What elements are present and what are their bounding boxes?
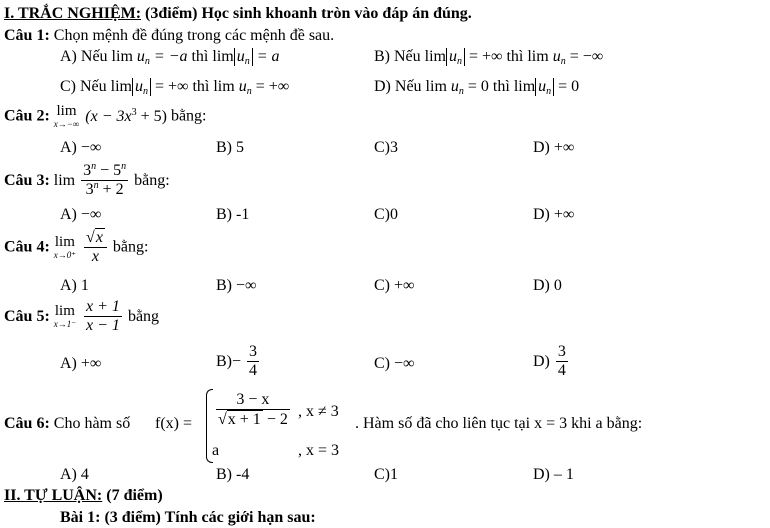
question-1-prompt: Chọn mệnh đề đúng trong các mệnh đề sau.	[53, 27, 335, 44]
then-word: thì	[191, 48, 209, 65]
u-var: u	[538, 78, 547, 95]
expr-post: + 5)	[136, 107, 167, 125]
case-2-value: a	[212, 442, 220, 459]
denominator	[216, 410, 290, 429]
section-1-title: I. TRẮC NGHIỆM:	[4, 5, 142, 22]
den-rest: + 2	[98, 181, 124, 199]
n-sub: n	[560, 56, 566, 67]
condition: = 0	[467, 78, 489, 95]
exp-n: n	[93, 180, 99, 192]
num-base-a: 3	[83, 162, 92, 179]
exponent: 3	[131, 106, 137, 118]
q2-option-d[interactable]: D) +∞	[533, 139, 575, 156]
question-6-label: Câu 6:	[4, 415, 50, 432]
exp-n: n	[121, 161, 127, 172]
condition: = +∞	[155, 78, 189, 95]
question-4	[4, 228, 148, 267]
limit-operator	[54, 235, 76, 260]
q2-option-c[interactable]: C)3	[374, 139, 398, 156]
n-sub: n	[244, 56, 250, 67]
n-sub: n	[457, 56, 462, 67]
piecewise-fraction	[216, 391, 290, 430]
condition: = +∞	[469, 48, 503, 65]
q1-option-c[interactable]	[60, 78, 289, 96]
fraction	[84, 228, 107, 267]
question-tail: bằng:	[112, 238, 149, 256]
question-2	[4, 104, 207, 129]
numerator: 3	[556, 343, 568, 362]
lim-word: lim	[54, 233, 75, 250]
radicand: x	[95, 229, 103, 246]
expr-pre: (x − 3x	[85, 107, 132, 125]
case-2-condition: , x = 3	[298, 442, 340, 459]
function-name: f(x) =	[155, 415, 193, 432]
q4-option-c[interactable]: C) +∞	[374, 277, 415, 294]
fraction	[81, 162, 128, 200]
result: = −∞	[569, 48, 604, 65]
option-label: D)	[533, 352, 550, 370]
lim-word: lim	[213, 78, 235, 95]
q1-option-d[interactable]	[374, 78, 579, 96]
den-var: x	[91, 248, 100, 266]
q4-option-a[interactable]: A) 1	[60, 277, 89, 294]
q5-option-a[interactable]: A) +∞	[60, 355, 102, 372]
n-sub: n	[246, 86, 252, 97]
radicand: x + 1	[227, 411, 261, 429]
lim-word: lim	[54, 303, 75, 320]
num-base-b: − 5	[96, 162, 122, 179]
fraction	[216, 391, 290, 430]
lim-word: lim	[424, 48, 446, 65]
minus-sign: −	[232, 352, 242, 370]
question-6-label-line	[4, 416, 130, 432]
option-label: A) Nếu	[60, 48, 108, 65]
fraction	[84, 298, 122, 336]
numerator	[81, 162, 128, 181]
lim-word: lim	[110, 78, 132, 95]
question-5-label: Câu 5:	[4, 307, 50, 325]
n-sub: n	[144, 56, 150, 67]
exercise-1-heading: Bài 1: (3 điểm) Tính các giới hạn sau:	[60, 509, 316, 526]
u-var: u	[136, 48, 145, 65]
q3-option-c[interactable]: C)0	[374, 206, 398, 223]
numerator: 3	[247, 343, 259, 362]
then-word: thì	[492, 78, 510, 95]
lim-word: lim	[56, 103, 77, 119]
q4-option-b[interactable]: B) −∞	[216, 277, 257, 294]
numerator	[84, 228, 107, 248]
denominator: 4	[557, 362, 566, 380]
q1-option-a[interactable]	[60, 48, 280, 66]
denominator: 4	[249, 362, 258, 380]
lim-word: lim	[111, 48, 133, 65]
option-label: B)	[216, 352, 232, 370]
question-3	[4, 162, 170, 200]
q1-option-b[interactable]	[374, 48, 603, 66]
fraction	[556, 343, 568, 381]
question-4-label: Câu 4:	[4, 238, 50, 256]
sqrt-icon: √	[218, 411, 227, 429]
q4-option-d[interactable]: D) 0	[533, 277, 562, 294]
denominator	[81, 181, 128, 199]
question-tail: bằng:	[170, 107, 207, 125]
q6-option-c[interactable]: C)1	[374, 466, 398, 483]
question-3-label: Câu 3:	[4, 171, 50, 189]
limit-operator	[54, 304, 76, 329]
q6-option-b[interactable]: B) -4	[216, 466, 250, 483]
then-word: thì	[192, 78, 210, 95]
q3-option-a[interactable]: A) −∞	[60, 206, 102, 223]
question-tail: bằng	[127, 307, 160, 325]
limit-subscript: x→1⁻	[53, 319, 77, 330]
n-sub: n	[546, 86, 552, 97]
numerator: 3 − x	[216, 391, 290, 410]
section-2-note: (7 điểm)	[106, 487, 163, 504]
lim-word: lim	[425, 78, 447, 95]
lim-word: lim	[212, 48, 234, 65]
limit-subscript: x→0⁺	[53, 249, 77, 260]
minus-two: − 2	[262, 411, 288, 429]
numerator: x + 1	[84, 298, 122, 317]
question-6-tail: . Hàm số đã cho liên tục tại x = 3 khi a bằng:	[355, 415, 643, 432]
u-var: u	[238, 78, 247, 95]
n-sub: n	[458, 86, 464, 97]
n-sub: n	[143, 86, 148, 97]
fraction	[247, 343, 259, 381]
q5-option-b[interactable]	[216, 343, 261, 381]
option-label: C) Nếu	[60, 78, 107, 95]
result: = 0	[558, 78, 580, 95]
sqrt-icon: √	[86, 229, 95, 246]
q6-option-d[interactable]: D) – 1	[533, 466, 574, 483]
question-tail: bằng:	[134, 171, 170, 189]
result: = a	[256, 48, 280, 65]
section-1-note: (3điểm) Học sinh khoanh tròn vào đáp án đúng.	[145, 5, 472, 22]
question-2-label: Câu 2:	[4, 107, 50, 125]
case-1-condition: , x ≠ 3	[298, 403, 339, 420]
option-label: B) Nếu	[374, 48, 421, 65]
q3-option-d[interactable]: D) +∞	[533, 206, 575, 223]
u-var: u	[552, 48, 561, 65]
u-var: u	[449, 48, 457, 65]
lim-word: lim	[513, 78, 536, 95]
question-5	[4, 298, 159, 336]
result: = +∞	[255, 78, 290, 95]
q3-option-b[interactable]: B) -1	[216, 206, 250, 223]
u-var: u	[135, 78, 143, 95]
question-1	[4, 28, 334, 44]
question-1-label: Câu 1:	[4, 27, 50, 44]
den-base: 3	[85, 181, 94, 199]
section-2-header	[4, 488, 163, 504]
section-2-title: II. TỰ LUẬN:	[4, 487, 103, 504]
section-1-header	[4, 6, 472, 22]
limit-operator	[54, 104, 79, 129]
then-word: thì	[506, 48, 524, 65]
denominator	[84, 248, 107, 266]
lim-word: lim	[527, 48, 549, 65]
q2-option-b[interactable]: B) 5	[216, 139, 244, 156]
u-var: u	[450, 78, 459, 95]
condition: = −a	[153, 48, 188, 65]
lim-word: lim	[53, 171, 76, 189]
q2-option-a[interactable]: A) −∞	[60, 139, 102, 156]
limit-subscript: x→−∞	[53, 119, 80, 129]
q6-option-a[interactable]: A) 4	[60, 466, 89, 483]
q5-option-d[interactable]	[533, 343, 570, 381]
exp-n: n	[91, 161, 97, 172]
q5-option-c[interactable]: C) −∞	[374, 355, 415, 372]
u-var: u	[236, 48, 245, 65]
option-label: D) Nếu	[374, 78, 422, 95]
expression	[85, 108, 167, 125]
question-6-text: Cho hàm số	[53, 415, 131, 432]
denominator: x − 1	[86, 317, 120, 335]
